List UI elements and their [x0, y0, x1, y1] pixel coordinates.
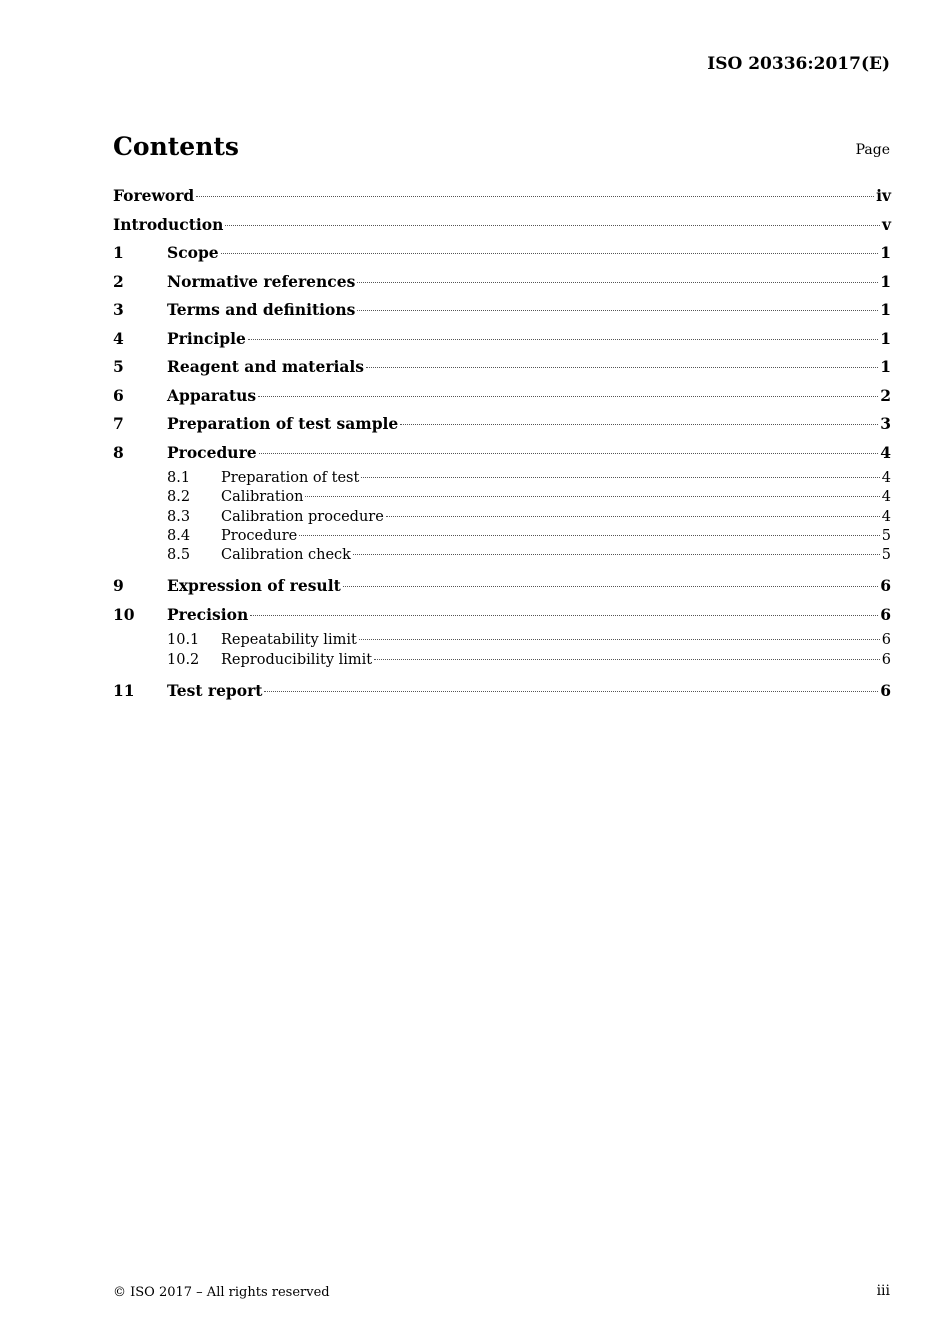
toc-entry[interactable]	[113, 603, 891, 632]
toc-entry[interactable]	[113, 679, 891, 708]
toc-dot-leader	[353, 553, 880, 555]
toc-entry-page: 4	[881, 489, 891, 506]
table-of-contents	[113, 184, 891, 708]
toc-entry-label: Terms and definitions	[167, 300, 356, 319]
toc-entry-number: 10.2	[167, 651, 200, 668]
toc-entry-page: 6	[880, 681, 891, 701]
toc-dot-leader	[196, 195, 874, 197]
toc-entry-label: Test report	[167, 681, 263, 701]
toc-entry-number: 8.3	[167, 508, 191, 525]
toc-entry-label: Preparation of test	[221, 470, 360, 486]
toc-dot-leader	[248, 338, 878, 340]
toc-entry-page: 3	[880, 414, 891, 433]
toc-entry-page: iv	[876, 186, 891, 205]
toc-entry[interactable]	[113, 184, 891, 213]
toc-dot-leader	[357, 309, 878, 311]
toc-entry-number: 6	[113, 385, 124, 405]
toc-entry-label: Procedure	[167, 442, 257, 462]
toc-entry-page: 1	[880, 328, 891, 348]
toc-entry-label: Principle	[167, 328, 246, 348]
toc-entry-number: 3	[113, 300, 124, 319]
toc-entry[interactable]	[113, 298, 891, 327]
toc-entry-label: Introduction	[113, 214, 224, 234]
toc-entry[interactable]	[113, 527, 891, 546]
toc-entry[interactable]	[113, 574, 891, 603]
toc-entry-page: 6	[881, 632, 891, 649]
toc-entry-label: Apparatus	[167, 385, 257, 405]
toc-dot-leader	[258, 395, 878, 397]
toc-entry-page: 1	[880, 271, 891, 291]
toc-entry-label: Reproducibility limit	[221, 651, 373, 668]
page-title: Contents	[113, 132, 240, 161]
toc-entry-page: 1	[880, 300, 891, 319]
toc-entry[interactable]	[113, 384, 891, 413]
toc-dot-leader	[225, 224, 880, 226]
toc-entry-label: Normative references	[167, 271, 356, 291]
toc-entry-page: v	[881, 214, 891, 234]
toc-entry-label: Procedure	[221, 527, 298, 544]
toc-entry-number: 2	[113, 271, 124, 291]
toc-entry[interactable]	[113, 270, 891, 299]
toc-entry-number: 11	[113, 681, 135, 701]
toc-entry-number: 8.2	[167, 489, 191, 506]
toc-entry-number: 1	[113, 243, 124, 262]
toc-dot-leader	[366, 366, 878, 368]
toc-entry-label: Calibration procedure	[221, 508, 384, 525]
toc-entry[interactable]	[113, 508, 891, 527]
toc-entry[interactable]	[113, 412, 891, 441]
page-number: iii	[876, 1283, 890, 1299]
toc-entry-label: Calibration	[221, 489, 304, 506]
toc-dot-leader	[221, 252, 879, 254]
toc-entry-number: 8	[113, 442, 124, 462]
toc-entry[interactable]	[113, 546, 891, 565]
toc-entry-page: 1	[880, 243, 891, 262]
toc-entry-label: Reagent and materials	[167, 357, 365, 376]
toc-entry[interactable]	[113, 469, 891, 488]
toc-entry-number: 8.4	[167, 527, 191, 544]
toc-dot-leader	[386, 515, 880, 517]
toc-entry[interactable]	[113, 488, 891, 507]
toc-dot-leader	[343, 585, 878, 587]
toc-entry-page: 4	[881, 470, 891, 486]
toc-entry-label: Repeatability limit	[221, 632, 357, 649]
toc-entry[interactable]	[113, 441, 891, 470]
toc-entry-number: 7	[113, 414, 124, 433]
toc-entry[interactable]	[113, 213, 891, 242]
toc-dot-leader	[299, 534, 880, 536]
toc-entry-page: 4	[880, 442, 891, 462]
toc-entry-page: 5	[881, 547, 891, 564]
toc-dot-leader	[400, 423, 878, 425]
toc-entry[interactable]	[113, 355, 891, 384]
toc-entry-page: 6	[880, 604, 891, 624]
toc-entry-label: Scope	[167, 243, 219, 262]
toc-dot-leader	[357, 281, 878, 283]
toc-entry-page: 5	[881, 527, 891, 544]
toc-dot-leader	[250, 614, 878, 616]
toc-entry-label: Preparation of test sample	[167, 414, 399, 433]
toc-entry-page: 6	[880, 576, 891, 596]
toc-entry-label: Precision	[167, 604, 249, 624]
toc-entry-page: 2	[880, 385, 891, 405]
toc-entry[interactable]	[113, 327, 891, 356]
toc-entry-number: 10	[113, 604, 135, 624]
toc-entry-number: 8.1	[167, 470, 191, 486]
toc-entry-number: 8.5	[167, 547, 191, 564]
toc-entry-number: 5	[113, 357, 124, 376]
toc-dot-leader	[259, 452, 879, 454]
toc-entry-number: 9	[113, 576, 124, 596]
toc-entry-label: Foreword	[113, 186, 195, 205]
standard-number: ISO 20336:2017(E)	[707, 54, 890, 74]
toc-entry-label: Calibration check	[221, 547, 351, 564]
toc-entry[interactable]	[113, 631, 891, 650]
toc-entry-number: 4	[113, 328, 124, 348]
page-column-label: Page	[855, 142, 890, 158]
toc-entry-page: 1	[880, 357, 891, 376]
toc-entry-label: Expression of result	[167, 576, 341, 596]
toc-dot-leader	[264, 690, 878, 692]
toc-entry-number: 10.1	[167, 632, 200, 649]
toc-entry-page: 4	[881, 508, 891, 525]
toc-entry-page: 6	[881, 651, 891, 668]
toc-dot-leader	[359, 638, 880, 640]
copyright-notice: © ISO 2017 – All rights reserved	[113, 1285, 330, 1300]
toc-entry[interactable]	[113, 651, 891, 670]
toc-dot-leader	[374, 658, 880, 660]
toc-dot-leader	[305, 495, 879, 497]
toc-dot-leader	[361, 476, 879, 478]
toc-entry[interactable]	[113, 241, 891, 270]
